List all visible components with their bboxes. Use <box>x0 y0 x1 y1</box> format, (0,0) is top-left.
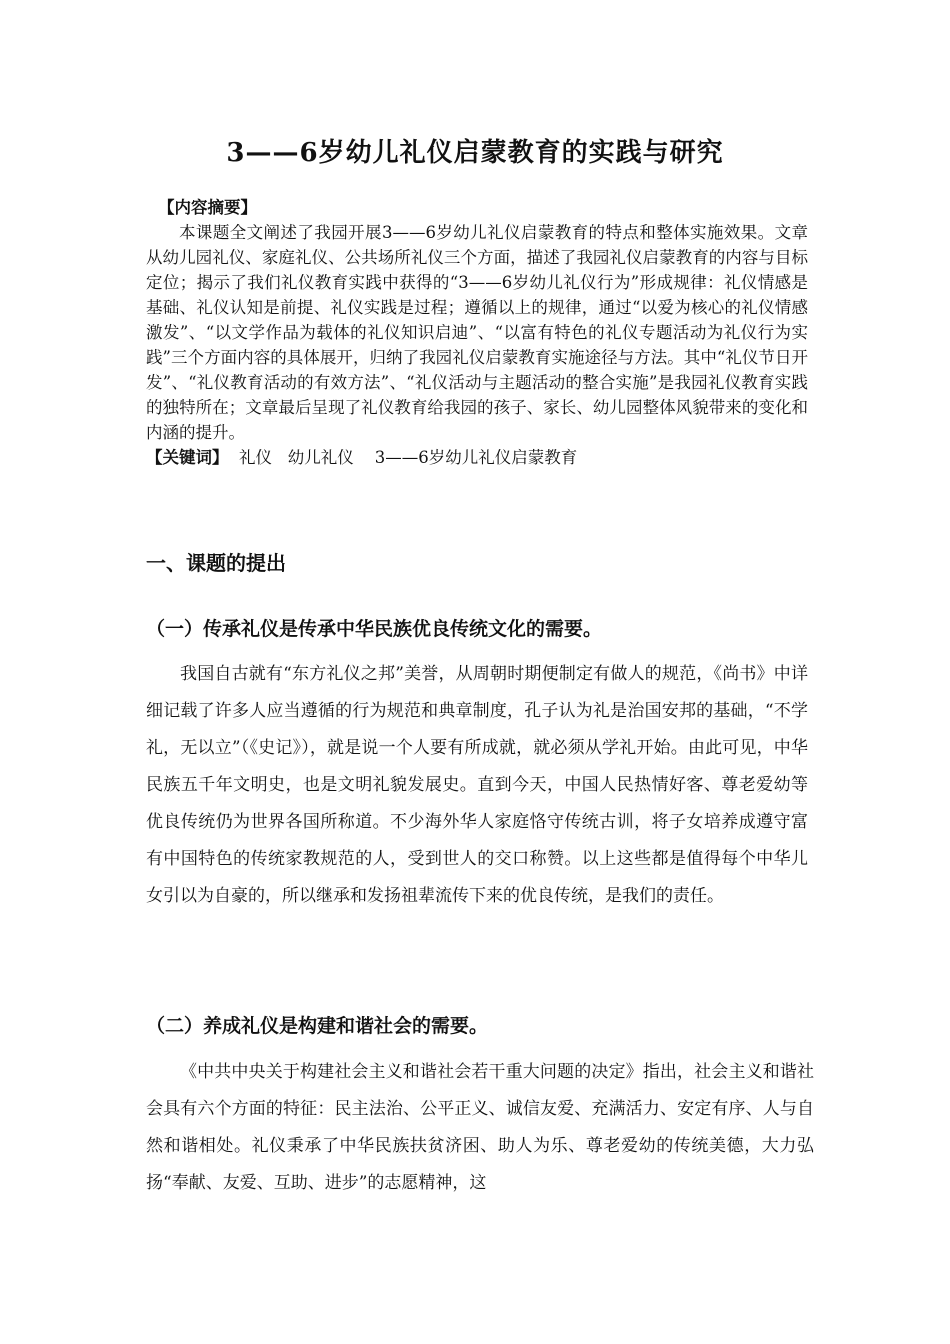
document-title: 3——6岁幼儿礼仪启蒙教育的实践与研究 <box>226 138 724 168</box>
keywords-line <box>146 445 808 470</box>
keywords-text: 礼仪 幼儿礼仪 3——6岁幼儿礼仪启蒙教育 <box>228 448 578 467</box>
subsection-paragraph-2: 《中共中央关于构建社会主义和谐社会若干重大问题的决定》指出，社会主义和谐社会具有六个方面的特征：民主法治、公平正义、诚信友爱、充满活力、安定有序、人与自然和谐相处。礼仪秉承了中华民族扶贫济困、助人为乐、尊老爱幼的传统美德，大力弘扬“奉献、友爱、互助、进步”的志愿精神，这 <box>146 1062 814 1193</box>
abstract-label: 【内容摘要】 <box>158 198 257 217</box>
abstract-block <box>146 195 808 470</box>
keywords-label: 【关键词】 <box>146 448 229 467</box>
subsection-paragraph-1: 我国自古就有“东方礼仪之邦”美誉，从周朝时期便制定有做人的规范，《尚书》中详细记载了许多人应当遵循的行为规范和典章制度，孔子认为礼是治国安邦的基础，“不学礼，无以立”（《史记》），就是说一个人要有所成就，就必须从学礼开始。由此可见，中华民族五千年文明史，也是文明礼貌发展史。直到今天，中国人民热情好客、尊老爱幼等优良传统仍为世界各国所称道。不少海外华人家庭恪守传统古训，将子女培养成遵守富有中国特色的传统家教规范的人，受到世人的交口称赞。以上这些都是值得每个中华儿女引以为自豪的，所以继承和发扬祖辈流传下来的优良传统，是我们的责任。 <box>146 664 808 906</box>
subsection-heading-2: （二）养成礼仪是构建和谐社会的需要。 <box>146 1015 489 1037</box>
subsection-heading-1: （一）传承礼仪是传承中华民族优良传统文化的需要。 <box>146 618 603 640</box>
section-heading-1: 一、课题的提出 <box>146 551 286 575</box>
abstract-text: 本课题全文阐述了我园开展3——6岁幼儿礼仪启蒙教育的特点和整体实施效果。文章从幼儿园礼仪、家庭礼仪、公共场所礼仪三个方面，描述了我园礼仪启蒙教育的内容与目标定位；揭示了我们礼仪教育实践中获得的“3——6岁幼儿礼仪行为”形成规律：礼仪情感是基础、礼仪认知是前提、礼仪实践是过程；遵循以上的规律，通过“以爱为核心的礼仪情感激发”、“以文学作品为载体的礼仪知识启迪”、“以富有特色的礼仪专题活动为礼仪行为实践”三个方面内容的具体展开，归纳了我园礼仪启蒙教育实施途径与方法。其中“礼仪节日开发”、“礼仪教育活动的有效方法”、“礼仪活动与主题活动的整合实施”是我园礼仪教育实践的独特所在；文章最后呈现了礼仪教育给我园的孩子、家长、幼儿园整体风貌带来的变化和内涵的提升。 <box>146 223 808 442</box>
